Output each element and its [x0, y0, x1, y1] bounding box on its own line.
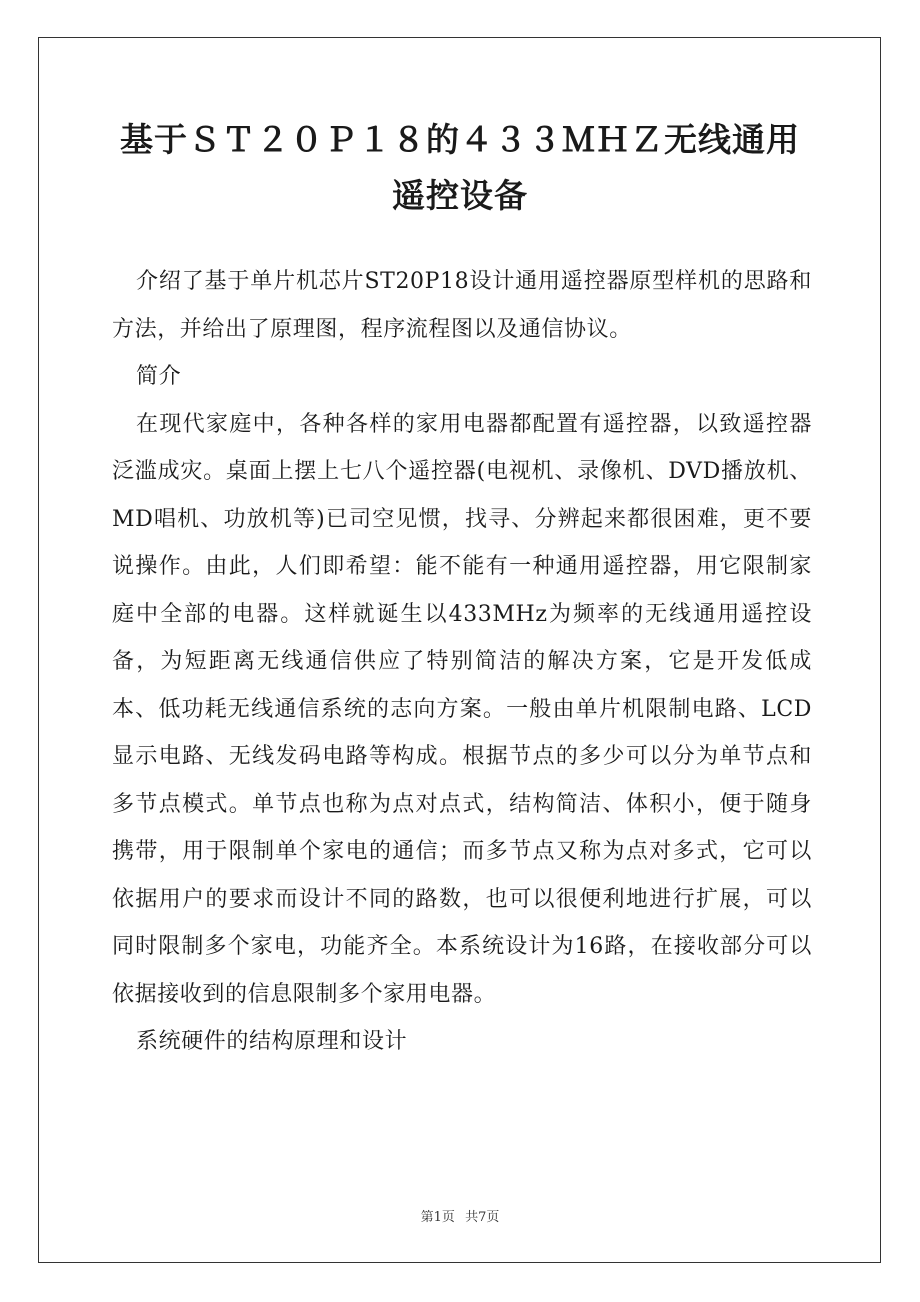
section-heading-hardware: 系统硬件的结构原理和设计 — [136, 1029, 408, 1054]
intro-paragraph: 在现代家庭中，各种各样的家用电器都配置有遥控器，以致遥控器泛滥成灾。桌面上摆上七八个遥控器(电视机、录像机、DVD播放机、MD唱机、功放机等)已司空见惯，找寻、分辨起来都很困难，更不要说操作。由此，人们即希望：能不能有一种通用遥控器，用它限制家庭中全部的电器。这样就诞生以433MHz为频率的无线通用遥控设备，为短距离无线通信供应了特别简洁的解决方案，它是开发低成本、低功耗无线通信系统的志向方案。一般由单片机限制电路、LCD显示电路、无线发码电路等构成。根据节点的多少可以分为单节点和多节点模式。单节点也称为点对点式，结构简洁、体积小，便于随身携带，用于限制单个家电的通信；而多节点又称为点对多式，它可以依据用户的要求而设计不同的路数，也可以很便利地进行扩展，可以同时限制多个家电，功能齐全。本系统设计为16路，在接收部分可以依据接收到的信息限制多个家用电器。 — [112, 411, 812, 1007]
page-footer — [0, 1206, 920, 1225]
page-number: 第1页 — [420, 1210, 455, 1225]
document-title: 基于ＳＴ２０Ｐ１８的４３３ＭＨＺ无线通用 遥控设备 — [120, 120, 800, 215]
page-total: 共7页 — [465, 1210, 500, 1225]
section-heading-intro: 简介 — [136, 364, 182, 389]
abstract-paragraph: 介绍了基于单片机芯片ST20P18设计通用遥控器原型样机的思路和方法，并给出了原理图，程序流程图以及通信协议。 — [112, 269, 812, 342]
document-body — [112, 258, 812, 1066]
